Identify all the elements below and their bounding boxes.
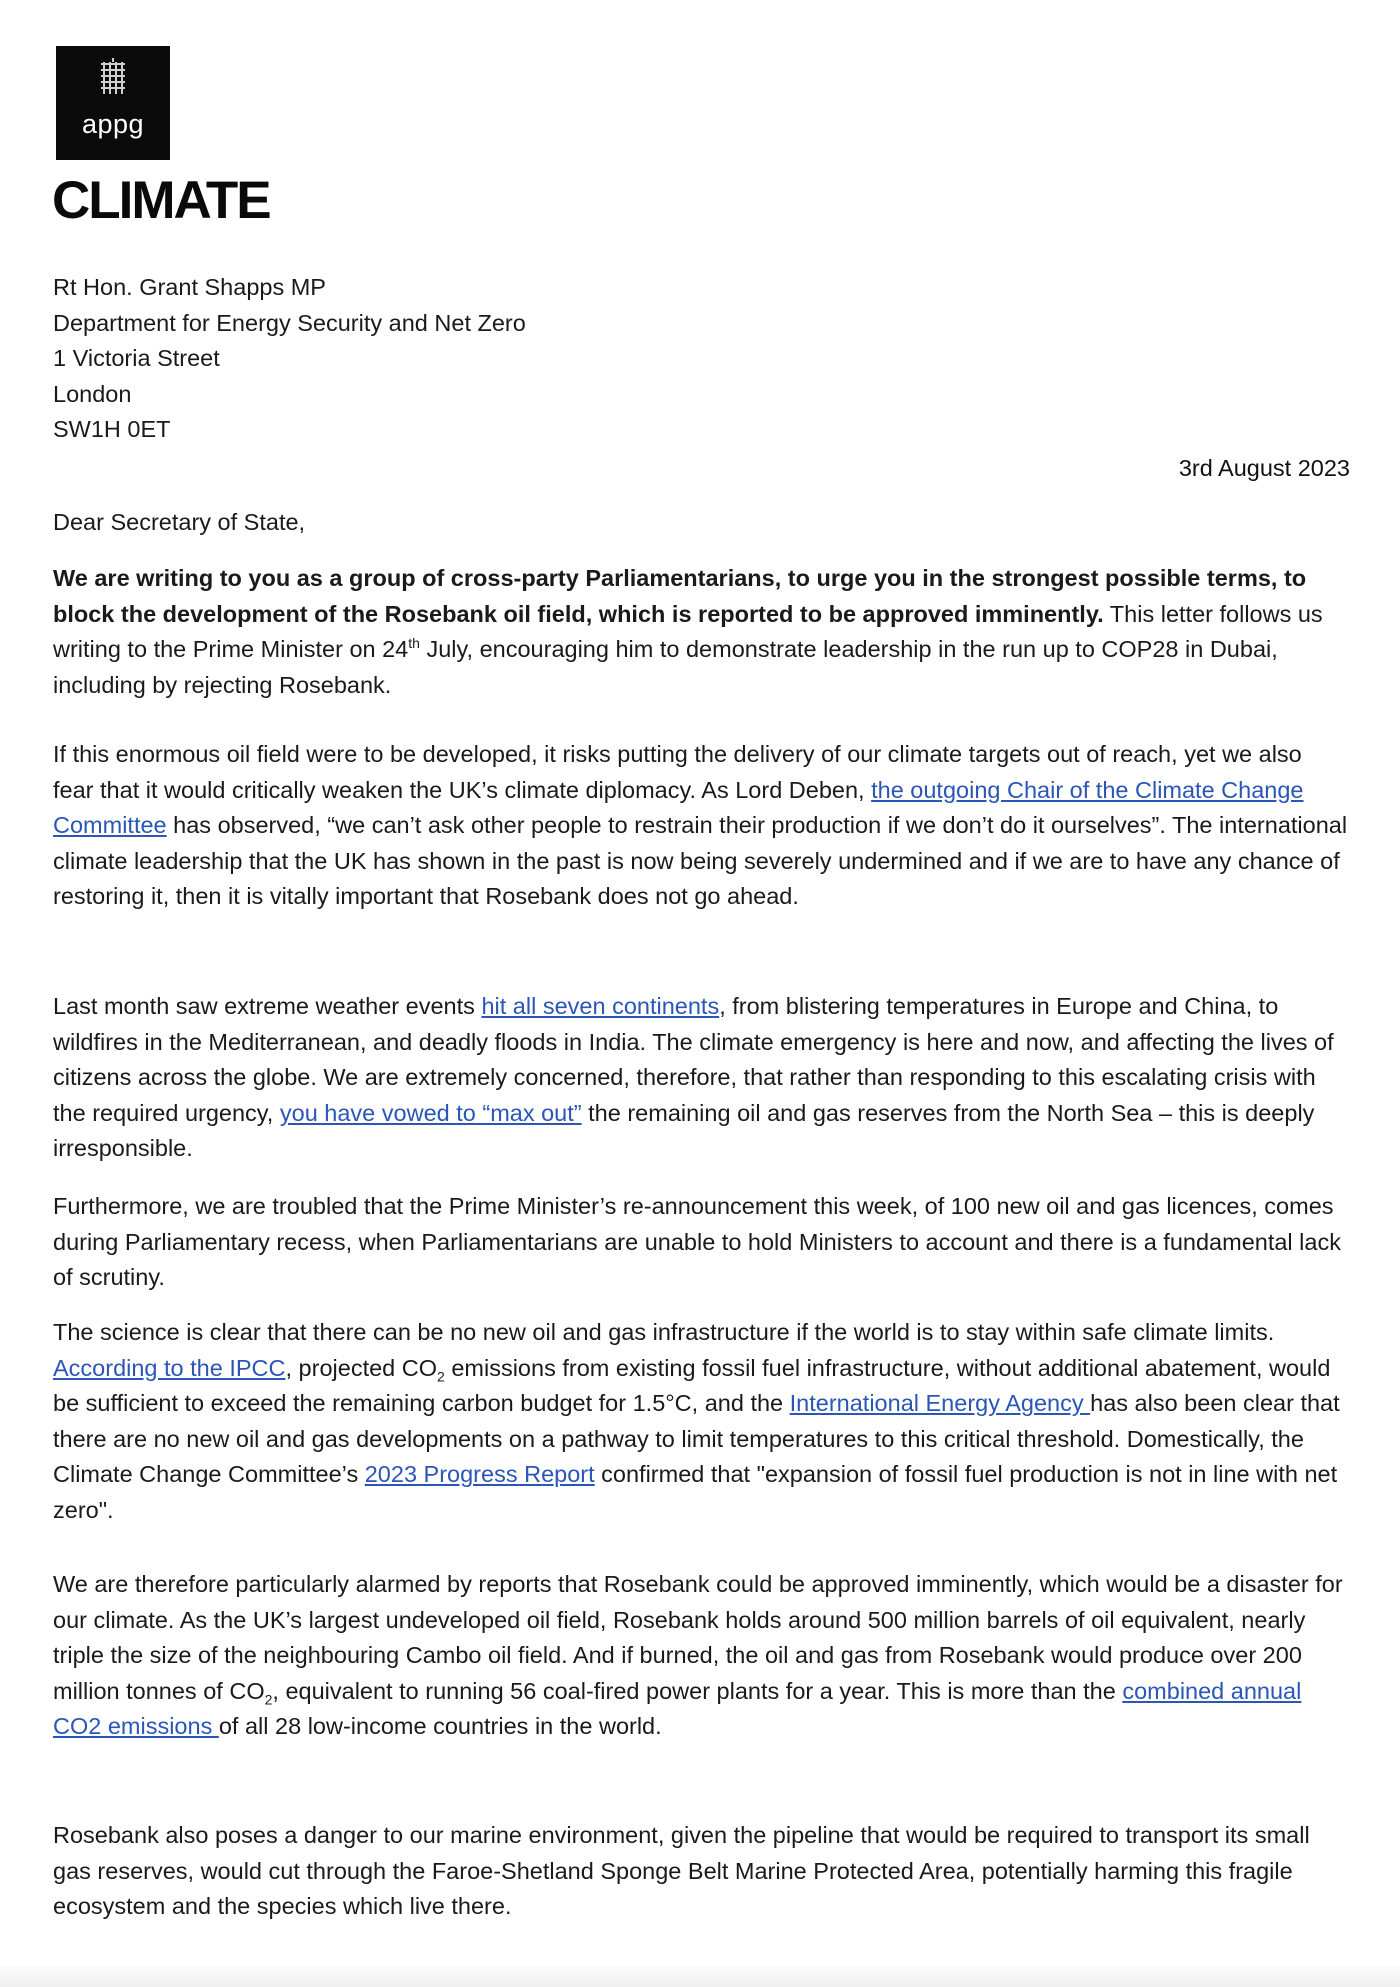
address-line: SW1H 0ET bbox=[53, 416, 171, 443]
link-max-out[interactable]: you have vowed to “max out” bbox=[279, 1099, 582, 1126]
text-run: confirmed that "expansion of fossil fuel production is not in line with net zero". bbox=[53, 1461, 1338, 1523]
text-run: July, encouraging him to demonstrate leadership in the run up to COP28 in Dubai, including by rejecting Rosebank. bbox=[53, 636, 1278, 698]
text-run: emissions from existing fossil fuel infrastructure, without additional abatement, would be sufficient to exceed the remaining carbon budget for 1.5°C, and the bbox=[53, 1354, 1331, 1417]
text-run: , from blistering temperatures in Europe and China, to wildfires in the Mediterranean, and deadly floods in India. The climate emergency is here and now, and affecting the lives of citizens across the globe. We are extremely concerned, therefore, that rather than responding to this escalating crisis with the required urgency, bbox=[53, 993, 1334, 1126]
subscript: 2 bbox=[264, 1691, 273, 1708]
text-run: , equivalent to running 56 coal-fired power plants for a year. This is more than the bbox=[272, 1677, 1123, 1704]
paragraph-4: Furthermore, we are troubled that the Prime Minister’s re-announcement this week, of 100 new oil and gas licences, comes during Parliamentary recess, when Parliamentarians are unable to hold Ministers to account and there is a fundamental lack of scrutiny. bbox=[53, 1193, 1341, 1291]
bold-lead: We are writing to you as a group of cross-party Parliamentarians, to urge you in the strongest possible terms, to block the development of the Rosebank oil field, which is reported to be approved imminently. bbox=[53, 565, 1307, 627]
logo-wordmark: CLIMATE bbox=[52, 171, 270, 230]
salutation: Dear Secretary of State, bbox=[53, 509, 306, 535]
paragraph-5 bbox=[53, 1315, 1348, 1529]
paragraph-1 bbox=[53, 561, 1348, 703]
text-run: has observed, “we can’t ask other people to restrain their production if we don’t do it ourselves”. The international climate leadership that the UK has shown in the past is now being severely undermined and if we are to have any chance of restoring it, then it is vitally important that Rosebank does not go ahead. bbox=[53, 812, 1348, 910]
address-line: 1 Victoria Street bbox=[53, 345, 220, 372]
superscript: th bbox=[408, 635, 420, 652]
page-bottom-shadow bbox=[0, 1963, 1400, 1987]
text-run: has also been clear that there are no new oil and gas developments on a pathway to limit temperatures to this critical threshold. Domestically, the Climate Change Committee’s bbox=[53, 1390, 1340, 1488]
paragraph-3 bbox=[53, 989, 1348, 1167]
address-line: London bbox=[53, 380, 132, 407]
text-run: If this enormous oil field were to be developed, it risks putting the delivery of our climate targets out of reach, yet we also fear that it would critically weaken the UK’s climate diplomacy. As Lord Deben, bbox=[53, 741, 1302, 803]
text-run: the remaining oil and gas reserves from the North Sea – this is deeply irresponsible. bbox=[53, 1099, 1315, 1162]
letter-date: 3rd August 2023 bbox=[1178, 455, 1350, 481]
paragraph-2 bbox=[53, 737, 1348, 915]
appg-logo bbox=[56, 46, 170, 160]
link-iea[interactable]: International Energy Agency bbox=[789, 1390, 1091, 1417]
link-progress-report[interactable]: 2023 Progress Report bbox=[364, 1461, 595, 1488]
logo-appg-text: appg bbox=[81, 109, 145, 139]
text-run: We are therefore particularly alarmed by reports that Rosebank could be approved imminently, which would be a disaster for our climate. As the UK’s largest undeveloped oil field, Rosebank holds around 500 million barrels of oil equivalent, nearly triple the size of the neighbouring Cambo oil field. And if burned, the oil and gas from Rosebank would produce over 200 million tonnes of CO bbox=[53, 1571, 1343, 1704]
recipient-address bbox=[53, 270, 1348, 448]
address-line: Rt Hon. Grant Shapps MP bbox=[53, 274, 326, 300]
paragraph-6 bbox=[53, 1567, 1348, 1745]
text-run: of all 28 low-income countries in the world. bbox=[218, 1713, 662, 1740]
link-co2-emissions[interactable]: combined annual CO2 emissions bbox=[53, 1677, 1302, 1740]
text-run: , projected CO bbox=[285, 1354, 438, 1381]
link-ipcc[interactable]: According to the IPCC bbox=[53, 1354, 286, 1381]
text-run: Last month saw extreme weather events bbox=[53, 993, 482, 1019]
address-line: Department for Energy Security and Net Zero bbox=[53, 309, 526, 336]
text-run: This letter follows us writing to the Prime Minister on 24 bbox=[53, 600, 1323, 663]
subscript: 2 bbox=[437, 1368, 445, 1385]
paragraph-7: Rosebank also poses a danger to our marine environment, given the pipeline that would be required to transport its small gas reserves, would cut through the Faroe-Shetland Sponge Belt Marine Protected Area, potentially harming this fragile ecosystem and the species which live there. bbox=[53, 1822, 1310, 1920]
portcullis-icon bbox=[98, 58, 128, 96]
text-run: The science is clear that there can be no new oil and gas infrastructure if the world is to stay within safe climate limits. bbox=[53, 1319, 1275, 1345]
link-seven-continents[interactable]: hit all seven continents bbox=[481, 993, 720, 1019]
link-ccc-chair[interactable]: the outgoing Chair of the Climate Change Committee bbox=[53, 776, 1304, 839]
